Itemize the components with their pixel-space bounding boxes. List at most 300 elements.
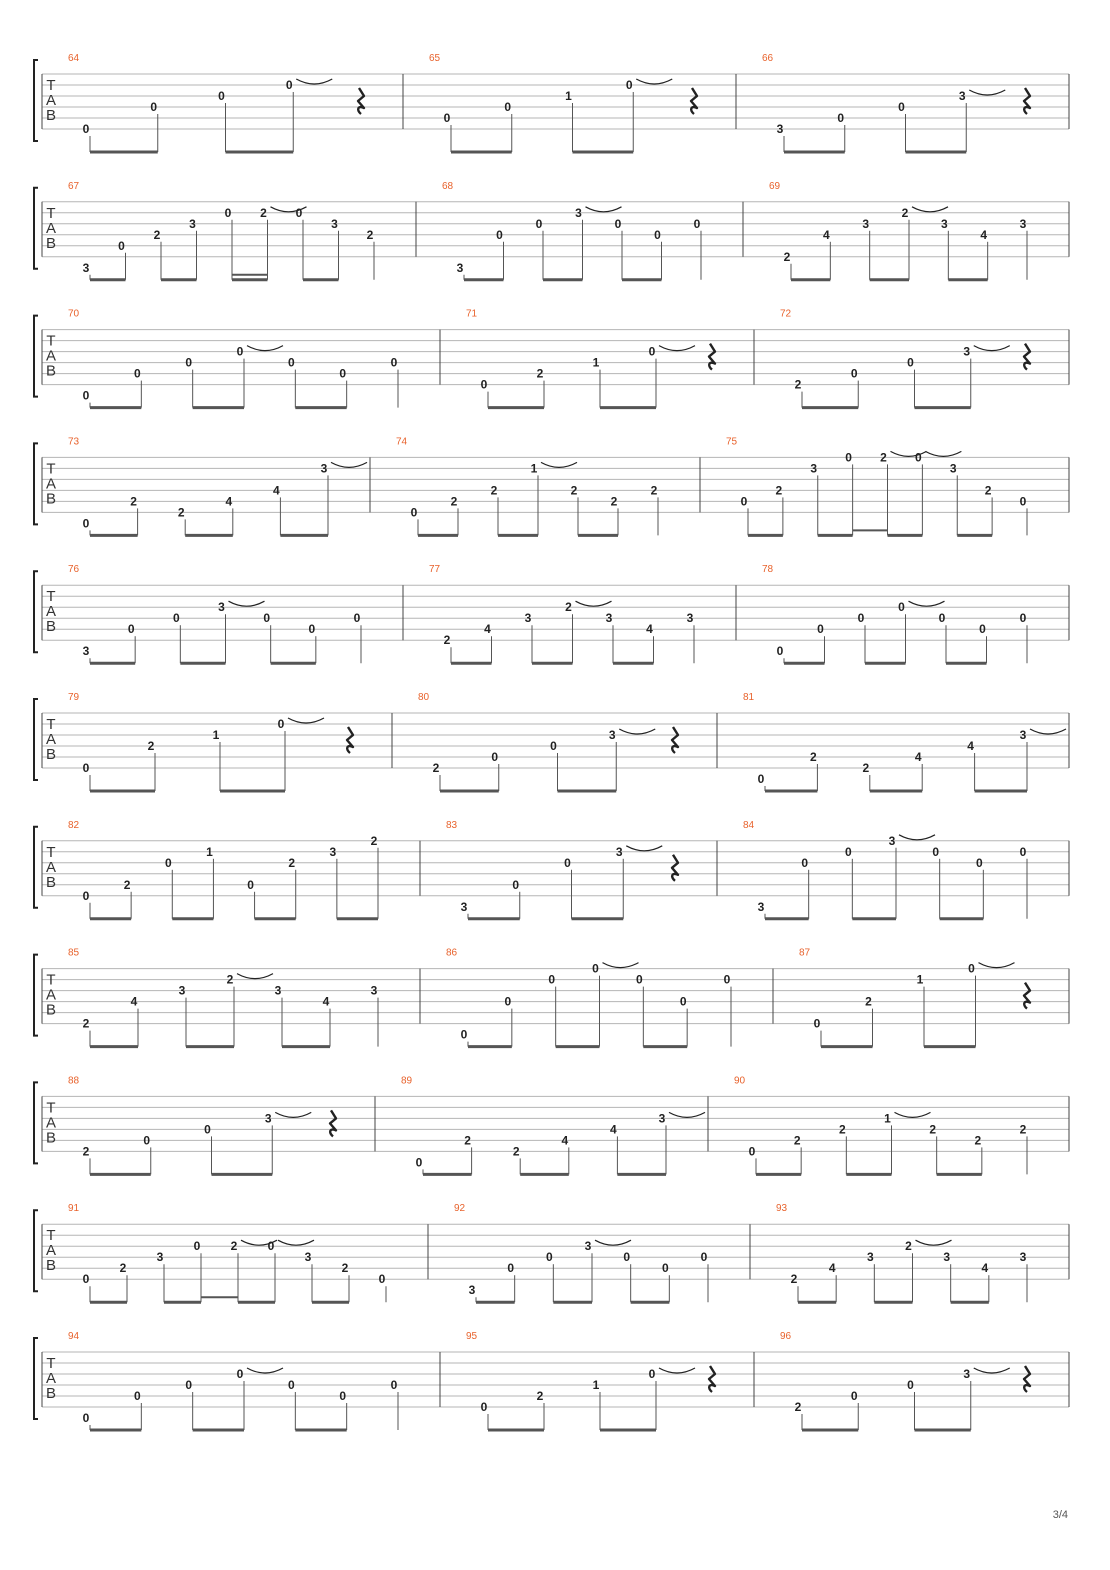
fret-number: 3 [584, 1239, 592, 1254]
tab-clef-letter: A [45, 219, 57, 237]
fret-number: 2 [974, 1133, 982, 1148]
fret-number: 0 [898, 100, 905, 114]
tab-clef-letter: B [45, 1001, 57, 1019]
fret-number: 0 [661, 1261, 669, 1276]
fret-number: 0 [82, 388, 90, 403]
fret-number: 4 [914, 750, 922, 764]
measure-number: 68 [442, 180, 454, 192]
fret-number: 0 [907, 1378, 914, 1392]
quarter-rest [347, 727, 353, 753]
fret-number: 3 [963, 344, 971, 359]
fret-number: 0 [504, 100, 512, 114]
fret-number: 0 [247, 877, 254, 892]
measure-number: 75 [726, 436, 738, 448]
fret-number: 0 [907, 355, 914, 370]
fret-number: 0 [592, 961, 599, 976]
tie-arc [595, 1240, 631, 1245]
measure-number: 90 [734, 1075, 746, 1087]
fret-number: 0 [813, 1016, 821, 1031]
tab-clef-letter: B [45, 1385, 57, 1402]
fret-number: 0 [850, 366, 858, 381]
measure-number: 87 [799, 947, 811, 959]
fret-number: 2 [82, 1144, 90, 1159]
fret-number: 0 [267, 1239, 275, 1254]
fret-number: 0 [236, 344, 244, 359]
fret-number: 0 [679, 994, 687, 1009]
fret-number: 0 [218, 89, 225, 103]
fret-number: 2 [230, 1239, 238, 1254]
fret-number: 3 [608, 728, 616, 742]
tie-arc [278, 1240, 314, 1245]
fret-number: 0 [82, 1411, 90, 1425]
fret-number: 2 [984, 483, 992, 498]
system-bracket [34, 316, 38, 397]
tie-arc [626, 846, 662, 851]
fret-number: 4 [822, 227, 830, 242]
measure-number: 81 [743, 692, 755, 703]
tab-clef-letter: B [45, 490, 57, 508]
system-bracket [34, 955, 38, 1036]
fret-number: 4 [484, 622, 491, 637]
quarter-rest [672, 727, 678, 753]
fret-number: 4 [981, 1261, 989, 1276]
measure-number: 94 [68, 1331, 80, 1342]
fret-number: 0 [648, 1367, 656, 1381]
fret-number: 0 [287, 1378, 295, 1392]
fret-number: 0 [82, 761, 90, 775]
fret-number: 0 [193, 1239, 201, 1254]
fret-number: 0 [850, 1389, 858, 1403]
fret-number: 0 [801, 855, 809, 870]
fret-number: 3 [658, 1111, 666, 1126]
tab-clef-letter: A [45, 731, 57, 748]
fret-number: 0 [164, 855, 172, 870]
fret-number: 4 [225, 494, 233, 509]
fret-number: 0 [654, 227, 661, 242]
fret-number: 0 [740, 494, 748, 509]
fret-number: 3 [1019, 216, 1027, 231]
system-bracket [34, 827, 38, 908]
fret-number: 2 [432, 761, 440, 775]
fret-number: 0 [1019, 494, 1027, 509]
tie-arc [247, 1368, 283, 1373]
measure-number: 93 [776, 1203, 788, 1215]
fret-number: 3 [274, 983, 282, 998]
fret-number: 2 [810, 750, 817, 764]
measure-number: 64 [68, 53, 80, 64]
fret-number: 0 [1019, 611, 1027, 626]
measure-number: 91 [68, 1203, 80, 1215]
tie-arc [979, 963, 1015, 968]
measure-number: 82 [68, 819, 80, 831]
tab-clef-letter: T [46, 204, 56, 222]
fret-number: 0 [496, 227, 503, 242]
fret-number: 2 [366, 227, 374, 242]
measure-number: 65 [429, 53, 441, 64]
fret-number: 0 [82, 888, 90, 903]
fret-number: 0 [545, 1250, 553, 1265]
fret-number: 0 [857, 611, 865, 626]
fret-number: 2 [794, 377, 802, 392]
fret-number: 3 [82, 260, 90, 275]
tab-clef-letter: B [45, 1129, 57, 1147]
fret-number: 0 [277, 717, 285, 731]
quarter-rest [1024, 1366, 1030, 1392]
tab-clef-letter: A [45, 1242, 57, 1260]
quarter-rest [1024, 344, 1030, 370]
fret-number: 0 [204, 1122, 211, 1137]
fret-number: 0 [535, 216, 543, 231]
fret-number: 3 [810, 461, 818, 476]
fret-number: 0 [339, 1389, 347, 1403]
tab-clef-letter: A [45, 1370, 57, 1387]
measure-number: 66 [762, 53, 774, 64]
fret-number: 4 [646, 622, 653, 637]
tab-clef-letter: T [46, 1099, 56, 1117]
measure-number: 69 [769, 180, 781, 192]
tie-arc [247, 346, 283, 351]
quarter-rest [1024, 983, 1030, 1009]
tab-clef-letter: A [45, 347, 57, 365]
fret-number: 3 [686, 611, 694, 626]
tie-arc [619, 729, 655, 734]
fret-number: 2 [901, 205, 909, 220]
fret-number: 4 [322, 994, 330, 1009]
fret-number: 1 [592, 355, 600, 370]
tie-arc [1030, 729, 1066, 734]
fret-number: 0 [648, 344, 656, 359]
fret-number: 0 [82, 516, 90, 531]
fret-number: 3 [575, 205, 582, 220]
tie-arc [603, 963, 639, 968]
fret-number: 2 [865, 994, 872, 1009]
fret-number: 1 [592, 1378, 600, 1392]
quarter-rest [1024, 88, 1030, 114]
measure-number: 76 [68, 564, 80, 576]
tab-clef-letter: B [45, 618, 57, 636]
quarter-rest [709, 344, 715, 370]
fret-number: 3 [456, 260, 464, 275]
tab-clef-letter: T [46, 460, 56, 478]
page-number: 3/4 [1052, 1509, 1068, 1521]
fret-number: 2 [123, 877, 131, 892]
tie-arc [237, 974, 273, 979]
fret-number: 0 [224, 205, 232, 220]
fret-number: 2 [775, 483, 783, 498]
measure-number: 83 [446, 819, 458, 831]
fret-number: 0 [285, 78, 293, 92]
fret-number: 3 [304, 1250, 312, 1265]
fret-number: 3 [862, 216, 870, 231]
fret-number: 0 [757, 772, 765, 786]
tab-clef-letter: A [45, 92, 57, 109]
fret-number: 2 [512, 1144, 520, 1159]
measure-number: 72 [780, 308, 792, 320]
fret-number: 0 [898, 600, 905, 615]
tie-arc [229, 601, 265, 606]
measure-number: 89 [401, 1075, 413, 1087]
fret-number: 0 [443, 111, 451, 125]
fret-number: 2 [570, 483, 578, 498]
fret-number: 3 [189, 216, 196, 231]
tab-clef-letter: T [46, 588, 56, 606]
tie-arc [288, 718, 324, 723]
fret-number: 3 [1019, 1250, 1027, 1265]
tab-clef-letter: T [46, 77, 56, 94]
fret-number: 0 [938, 611, 946, 626]
fret-number: 1 [212, 728, 220, 742]
fret-number: 2 [443, 633, 451, 648]
fret-number: 3 [264, 1111, 272, 1126]
fret-number: 2 [119, 1261, 127, 1276]
fret-number: 3 [776, 122, 784, 136]
measure-number: 85 [68, 947, 80, 959]
tab-clef-letter: B [45, 746, 57, 763]
measure-number: 67 [68, 180, 80, 192]
tie-arc [636, 79, 672, 84]
quarter-rest [330, 1110, 336, 1136]
fret-number: 3 [963, 1367, 971, 1381]
fret-number: 2 [565, 600, 572, 615]
fret-number: 0 [127, 622, 135, 637]
tie-arc [669, 1112, 705, 1117]
tab-clef-letter: T [46, 1227, 56, 1245]
tab-clef-letter: A [45, 475, 57, 493]
system-bracket [34, 571, 38, 652]
fret-number: 0 [82, 122, 90, 136]
fret-number: 0 [979, 622, 986, 637]
system-bracket [34, 1338, 38, 1419]
fret-number: 0 [378, 1272, 386, 1287]
fret-number: 0 [133, 1389, 141, 1403]
fret-number: 3 [331, 216, 338, 231]
fret-number: 0 [410, 505, 418, 520]
fret-number: 0 [185, 355, 193, 370]
fret-number: 4 [980, 227, 988, 242]
fret-number: 0 [415, 1155, 423, 1170]
tie-arc [974, 346, 1010, 351]
fret-number: 0 [82, 1272, 90, 1287]
fret-number: 0 [480, 1400, 488, 1414]
measure-number: 77 [429, 564, 441, 576]
system-bracket [34, 188, 38, 269]
fret-number: 0 [150, 100, 158, 114]
fret-number: 3 [156, 1250, 164, 1265]
fret-number: 0 [776, 644, 784, 659]
fret-number: 2 [260, 205, 267, 220]
tie-arc [925, 451, 961, 456]
measure-number: 84 [743, 819, 755, 831]
fret-number: 0 [748, 1144, 756, 1159]
fret-number: 2 [536, 1389, 544, 1403]
measure-number: 96 [780, 1331, 792, 1342]
fret-number: 3 [757, 899, 765, 914]
fret-number: 0 [625, 78, 633, 92]
tie-arc [916, 1240, 952, 1245]
fret-number: 0 [623, 1250, 631, 1265]
tab-clef-letter: A [45, 858, 57, 876]
fret-number: 0 [390, 355, 398, 370]
tab-clef-letter: B [45, 873, 57, 891]
tie-arc [909, 601, 945, 606]
fret-number: 2 [490, 483, 498, 498]
tie-arc [576, 601, 612, 606]
fret-number: 3 [943, 1250, 951, 1265]
fret-number: 0 [968, 961, 975, 976]
tie-arc [296, 79, 332, 84]
fret-number: 0 [172, 611, 180, 626]
fret-number: 2 [147, 739, 155, 753]
measure-number: 79 [68, 692, 80, 703]
fret-number: 2 [929, 1122, 937, 1137]
fret-number: 2 [905, 1239, 912, 1254]
measure-number: 71 [466, 308, 478, 320]
fret-number: 0 [845, 450, 852, 465]
fret-number: 3 [605, 611, 613, 626]
fret-number: 2 [790, 1272, 798, 1287]
fret-number: 0 [550, 739, 557, 753]
fret-number: 0 [1019, 844, 1027, 859]
fret-number: 2 [793, 1133, 801, 1148]
fret-number: 0 [614, 216, 622, 231]
quarter-rest [709, 1366, 715, 1392]
fret-number: 2 [650, 483, 658, 498]
fret-number: 3 [615, 844, 623, 859]
measure-number: 92 [454, 1203, 466, 1215]
fret-number: 0 [143, 1133, 151, 1148]
fret-number: 0 [512, 877, 520, 892]
fret-number: 0 [263, 611, 271, 626]
fret-number: 2 [783, 249, 791, 264]
fret-number: 2 [226, 972, 234, 987]
fret-number: 2 [464, 1133, 471, 1148]
tie-arc [659, 346, 695, 351]
measure-number: 70 [68, 308, 80, 320]
tie-arc [912, 207, 948, 212]
tab-clef-letter: A [45, 986, 57, 1004]
fret-number: 0 [817, 622, 824, 637]
fret-number: 2 [838, 1122, 846, 1137]
system-bracket [34, 60, 38, 141]
tab-clef-letter: T [46, 843, 56, 861]
fret-number: 0 [693, 216, 701, 231]
fret-number: 4 [273, 483, 280, 498]
fret-number: 0 [932, 844, 940, 859]
fret-number: 3 [524, 611, 532, 626]
tie-arc [969, 90, 1005, 95]
quarter-rest [672, 855, 678, 881]
tie-arc [331, 462, 367, 467]
fret-number: 3 [888, 833, 896, 848]
fret-number: 2 [130, 494, 137, 509]
fret-number: 0 [118, 238, 125, 253]
fret-number: 3 [370, 983, 378, 998]
fret-number: 3 [218, 600, 225, 615]
fret-number: 0 [236, 1367, 244, 1381]
fret-number: 0 [844, 844, 852, 859]
fret-number: 0 [975, 855, 983, 870]
fret-number: 0 [837, 111, 845, 125]
tie-arc [895, 1112, 931, 1117]
measure-number: 74 [396, 436, 408, 448]
quarter-rest [691, 88, 697, 114]
fret-number: 3 [460, 899, 468, 914]
tab-clef-letter: B [45, 1257, 57, 1275]
tab-clef-letter: A [45, 603, 57, 621]
fret-number: 3 [940, 216, 948, 231]
fret-number: 0 [390, 1378, 398, 1392]
fret-number: 3 [866, 1250, 874, 1265]
measure-number: 88 [68, 1075, 80, 1087]
fret-number: 2 [153, 227, 161, 242]
fret-number: 2 [880, 450, 887, 465]
fret-number: 2 [450, 494, 458, 509]
fret-number: 0 [915, 450, 922, 465]
tab-clef-letter: T [46, 716, 56, 733]
fret-number: 2 [794, 1400, 802, 1414]
fret-number: 2 [610, 494, 618, 509]
fret-number: 2 [288, 855, 296, 870]
fret-number: 0 [353, 611, 361, 626]
fret-number: 4 [828, 1261, 836, 1276]
tie-arc [541, 462, 577, 467]
measure-number: 95 [466, 1331, 478, 1342]
fret-number: 1 [916, 972, 924, 987]
tab-clef-letter: B [45, 234, 57, 252]
fret-number: 1 [565, 89, 572, 103]
tab-clef-letter: A [45, 1114, 57, 1132]
tie-arc [659, 1368, 695, 1373]
fret-number: 2 [341, 1261, 349, 1276]
tab-clef-letter: B [45, 362, 57, 380]
system-bracket [34, 1082, 38, 1163]
system-bracket [34, 699, 38, 780]
fret-number: 2 [862, 761, 870, 775]
fret-number: 0 [504, 994, 512, 1009]
fret-number: 0 [185, 1378, 193, 1392]
tab-clef-letter: B [45, 107, 57, 124]
fret-number: 4 [130, 994, 138, 1009]
measure-number: 73 [68, 436, 80, 448]
fret-number: 0 [460, 1027, 468, 1042]
fret-number: 1 [884, 1111, 891, 1126]
fret-number: 2 [177, 505, 185, 520]
fret-number: 2 [82, 1016, 90, 1031]
fret-number: 0 [339, 366, 347, 381]
fret-number: 0 [564, 855, 571, 870]
fret-number: 0 [507, 1261, 515, 1276]
tab-clef-letter: T [46, 971, 56, 989]
measure-number: 78 [762, 564, 774, 576]
fret-number: 2 [370, 833, 378, 848]
fret-number: 0 [548, 972, 556, 987]
fret-number: 2 [536, 366, 544, 381]
fret-number: 0 [308, 622, 316, 637]
tab-clef-letter: T [46, 1355, 56, 1372]
tie-arc [275, 1112, 311, 1117]
measure-number: 86 [446, 947, 458, 959]
fret-number: 3 [949, 461, 957, 476]
tie-arc [899, 835, 935, 840]
fret-number: 3 [958, 89, 966, 103]
fret-number: 0 [287, 355, 295, 370]
fret-number: 4 [561, 1133, 569, 1148]
fret-number: 0 [635, 972, 643, 987]
fret-number: 0 [723, 972, 731, 987]
fret-number: 0 [295, 205, 303, 220]
fret-number: 1 [206, 844, 213, 859]
fret-number: 0 [480, 377, 488, 392]
